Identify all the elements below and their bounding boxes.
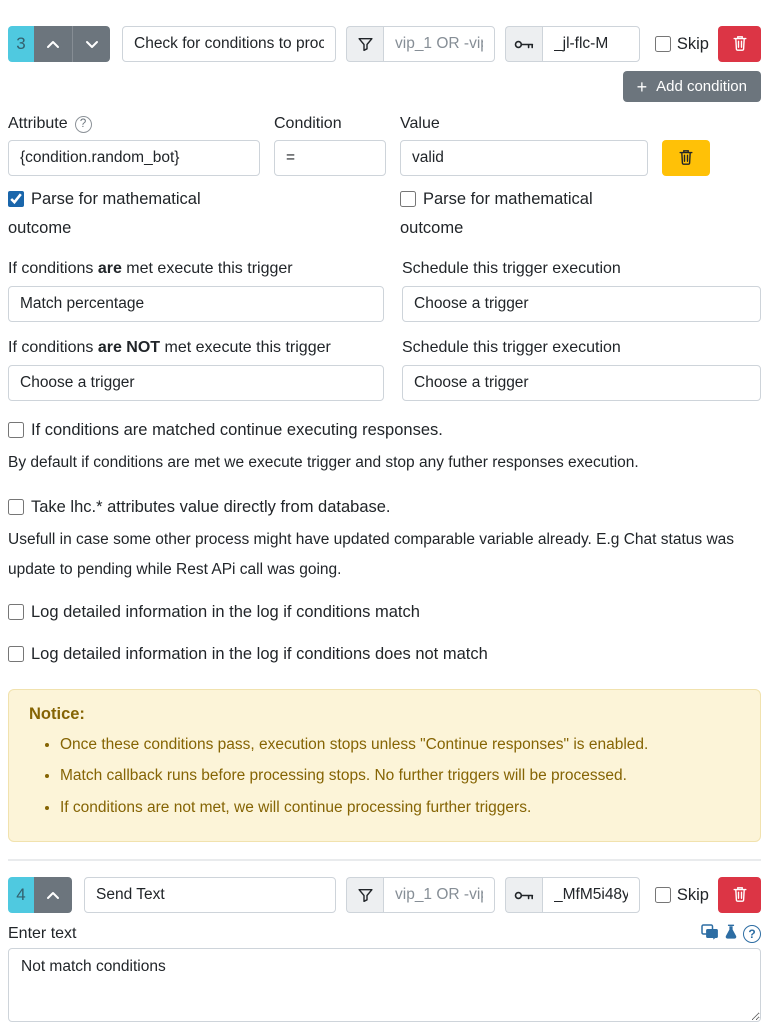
- delete-trigger-button[interactable]: [718, 877, 761, 913]
- log-nomatch-checkbox[interactable]: [8, 646, 24, 662]
- skip-checkbox[interactable]: [655, 887, 671, 903]
- filter-group: [346, 26, 495, 62]
- add-condition-row: [8, 71, 761, 102]
- condition-operator-input[interactable]: [274, 140, 386, 176]
- parse-math-right-checkbox[interactable]: [400, 191, 416, 207]
- continue-responses-text: If conditions are matched continue executing responses.: [31, 420, 443, 439]
- log-nomatch-text: Log detailed information in the log if conditions does not match: [31, 645, 488, 664]
- continue-responses-checkbox-label[interactable]: [8, 416, 761, 445]
- trash-icon: [679, 149, 693, 168]
- lhc-attributes-text: Take lhc.* attributes value directly from database.: [31, 497, 391, 516]
- help-icon[interactable]: ?: [743, 925, 761, 943]
- lhc-attributes-checkbox[interactable]: [8, 499, 24, 515]
- delete-trigger-button[interactable]: [718, 26, 761, 62]
- schedule-label-1: Schedule this trigger execution: [402, 259, 621, 277]
- trigger-block-4: [8, 877, 761, 1022]
- continue-responses-option: [8, 416, 761, 478]
- schedule-trigger-input-1[interactable]: [402, 286, 761, 322]
- schedule-column-2: [402, 333, 761, 401]
- skip-label-text: Skip: [676, 885, 709, 904]
- parse-math-left-checkbox[interactable]: [8, 191, 24, 207]
- value-column: [400, 106, 648, 176]
- text-toolbar: [701, 924, 761, 943]
- parse-math-right-checkbox-label[interactable]: [400, 185, 648, 243]
- enter-text-label: Enter text: [8, 925, 77, 943]
- condition-column: [274, 106, 386, 176]
- filter-input[interactable]: [383, 26, 495, 62]
- trigger-index-badge: 4: [8, 877, 34, 913]
- reference-group: [505, 877, 640, 913]
- chevron-up-icon: [46, 888, 60, 903]
- canned-messages-button[interactable]: [701, 924, 719, 943]
- notice-title: Notice:: [29, 704, 85, 723]
- attribute-column: [8, 106, 260, 176]
- trigger-4-header-row: [8, 877, 761, 913]
- trigger-name-input[interactable]: [84, 877, 336, 913]
- plus-icon: +: [636, 76, 648, 97]
- reference-group: [505, 26, 640, 62]
- chevron-up-icon: [46, 37, 60, 52]
- parse-math-left-text: Parse for mathematical outcome: [8, 190, 201, 237]
- notice-item: • If conditions are not met, we will continue processing further triggers.: [60, 797, 740, 819]
- chevron-down-icon: [85, 37, 99, 52]
- reference-code-input[interactable]: [542, 26, 640, 62]
- attribute-label: Attribute: [8, 115, 68, 132]
- notmet-trigger-label: If conditions are NOT met execute this trigger: [8, 338, 331, 356]
- funnel-icon: [346, 877, 383, 913]
- filter-group: [346, 877, 495, 913]
- move-down-button[interactable]: [72, 26, 110, 62]
- continue-responses-checkbox[interactable]: [8, 422, 24, 438]
- log-match-checkbox[interactable]: [8, 604, 24, 620]
- add-condition-button[interactable]: [623, 71, 761, 102]
- met-trigger-row: [8, 254, 761, 322]
- skip-checkbox[interactable]: [655, 36, 671, 52]
- filter-input[interactable]: [383, 877, 495, 913]
- notmet-trigger-input[interactable]: [8, 365, 384, 401]
- enter-text-row: [8, 924, 761, 943]
- move-up-button[interactable]: [34, 26, 72, 62]
- continue-responses-help: By default if conditions are met we execute trigger and stop any futher responses execution.: [8, 453, 639, 471]
- key-icon: [505, 877, 542, 913]
- add-condition-label: Add condition: [656, 78, 747, 95]
- log-match-text: Log detailed information in the log if conditions match: [31, 603, 420, 622]
- condition-row: [8, 106, 761, 176]
- chat-windows-icon: [701, 924, 719, 943]
- skip-label-text: Skip: [676, 34, 709, 53]
- lhc-attributes-help: Usefull in case some other process might have updated comparable variable already. E.g Chat status was update to pending while Rest APi call was going.: [8, 530, 735, 578]
- parse-math-row: [8, 185, 761, 243]
- schedule-label-2: Schedule this trigger execution: [402, 338, 621, 356]
- trash-icon: [733, 35, 747, 54]
- trigger-name-input[interactable]: [122, 26, 336, 62]
- message-textarea[interactable]: [8, 948, 761, 1022]
- funnel-icon: [346, 26, 383, 62]
- met-trigger-label: If conditions are met execute this trigger: [8, 259, 293, 277]
- parse-math-left-checkbox-label[interactable]: [8, 185, 260, 243]
- section-divider: [8, 859, 761, 861]
- trigger-3-order-controls: [8, 26, 110, 62]
- lhc-attributes-checkbox-label[interactable]: [8, 493, 761, 522]
- flask-icon: [723, 924, 739, 943]
- value-input[interactable]: [400, 140, 648, 176]
- log-match-option: [8, 598, 761, 627]
- reference-code-input[interactable]: [542, 877, 640, 913]
- attribute-help-icon[interactable]: ?: [75, 116, 92, 133]
- schedule-trigger-input-2[interactable]: [402, 365, 761, 401]
- skip-checkbox-label[interactable]: [655, 886, 709, 905]
- notmet-trigger-row: [8, 333, 761, 401]
- notice-item: • Once these conditions pass, execution stops unless "Continue responses" is enabled.: [60, 734, 740, 756]
- attribute-label-row: [8, 115, 260, 133]
- test-flask-button[interactable]: [723, 924, 739, 943]
- trigger-4-order-controls: [8, 877, 72, 913]
- notice-list: [29, 734, 740, 819]
- schedule-column-1: [402, 254, 761, 322]
- move-up-button[interactable]: [34, 877, 72, 913]
- trigger-block-3: [8, 26, 761, 842]
- value-label: Value: [400, 115, 440, 132]
- trigger-3-header-row: [8, 26, 761, 62]
- notice-box: [8, 689, 761, 842]
- log-match-checkbox-label[interactable]: [8, 598, 761, 627]
- trigger-index-badge: 3: [8, 26, 34, 62]
- parse-math-right-text: Parse for mathematical outcome: [400, 190, 593, 237]
- log-nomatch-option: [8, 640, 761, 669]
- condition-label: Condition: [274, 115, 342, 132]
- log-nomatch-checkbox-label[interactable]: [8, 640, 761, 669]
- skip-checkbox-label[interactable]: [655, 35, 709, 54]
- trash-icon: [733, 886, 747, 905]
- met-trigger-input[interactable]: [8, 286, 384, 322]
- delete-condition-button[interactable]: [662, 140, 710, 176]
- key-icon: [505, 26, 542, 62]
- notice-item: • Match callback runs before processing stops. No further triggers will be processed.: [60, 765, 740, 787]
- conditions-area: [8, 106, 761, 243]
- delete-condition-column: [662, 140, 710, 176]
- notmet-trigger-column: [8, 333, 384, 401]
- attribute-input[interactable]: [8, 140, 260, 176]
- met-trigger-column: [8, 254, 384, 322]
- lhc-attributes-option: [8, 493, 761, 585]
